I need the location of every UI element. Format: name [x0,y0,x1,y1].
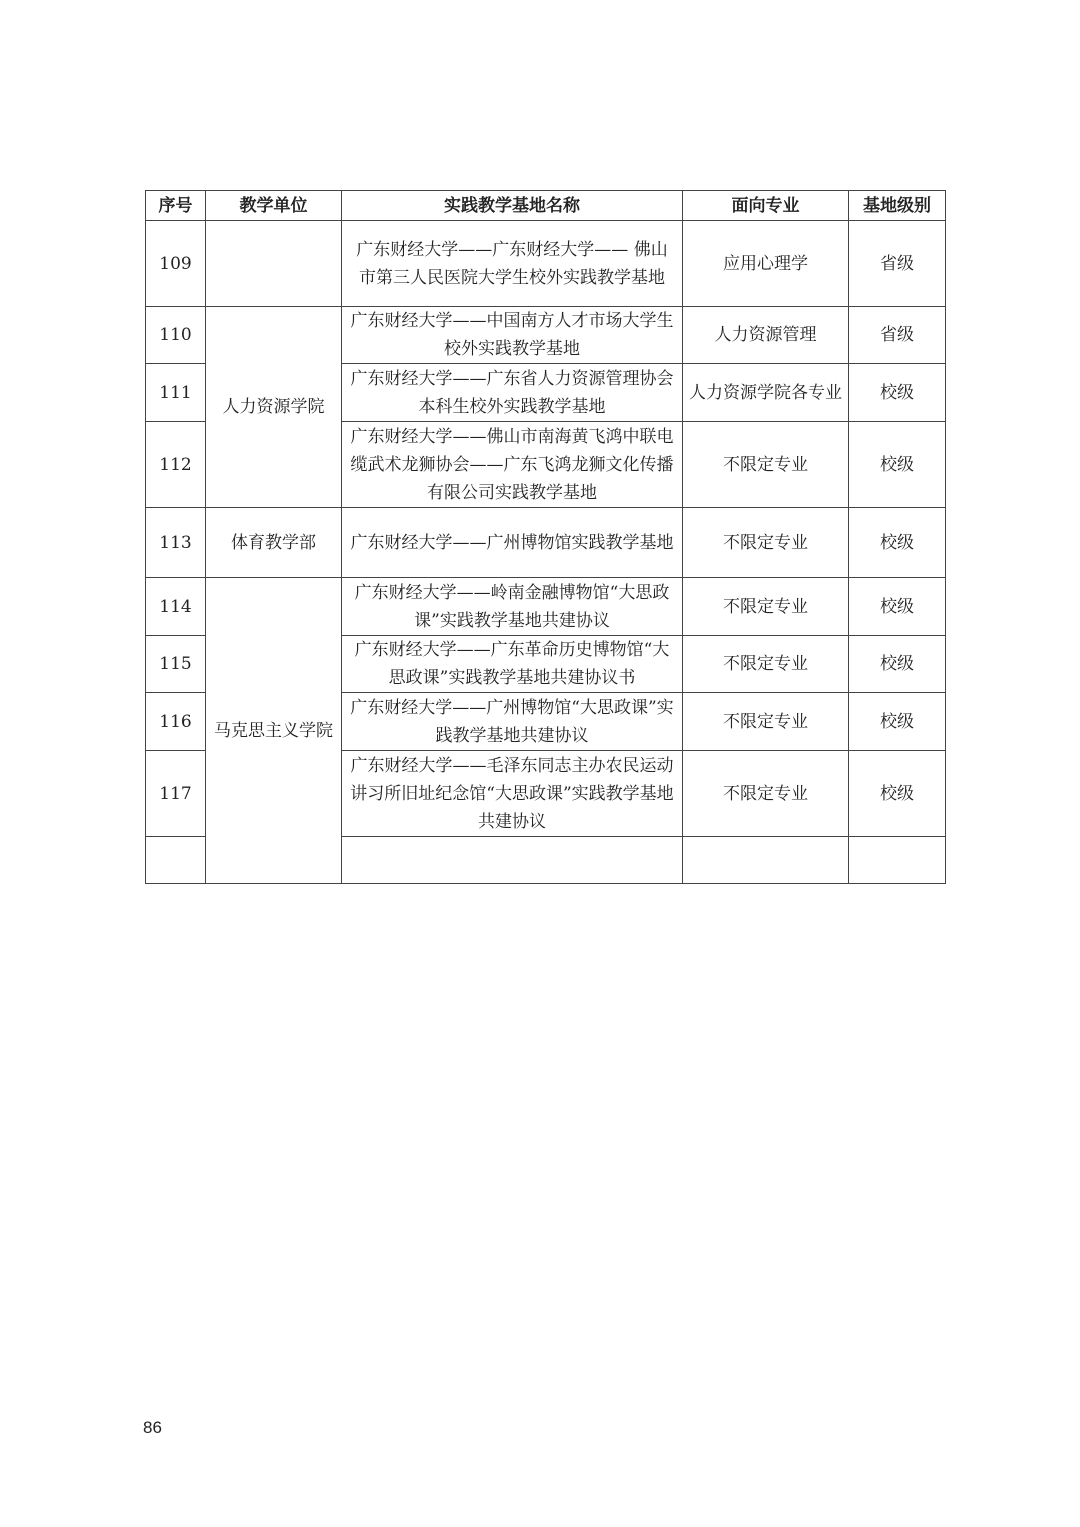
table-row [146,578,946,636]
cell-major: 应用心理学 [683,221,849,307]
cell-level: 校级 [849,751,946,837]
cell-major: 不限定专业 [683,636,849,693]
cell-major: 不限定专业 [683,751,849,837]
cell-major: 不限定专业 [683,508,849,578]
cell-no: 114 [146,578,206,636]
cell-base-name: 广东财经大学——广州博物馆实践教学基地 [342,508,683,578]
cell-base-name: 广东财经大学——佛山市南海黄飞鸿中联电缆武术龙狮协会——广东飞鸿龙狮文化传播有限公司实践教学基地 [342,422,683,508]
cell-no: 109 [146,221,206,307]
cell-major: 不限定专业 [683,578,849,636]
cell-empty [146,837,206,884]
cell-base-name: 广东财经大学——广东财经大学—— 佛山市第三人民医院大学生校外实践教学基地 [342,221,683,307]
cell-base-name: 广东财经大学——毛泽东同志主办农民运动讲习所旧址纪念馆“大思政课”实践教学基地共建协议 [342,751,683,837]
cell-no: 116 [146,693,206,751]
table-row [146,508,946,578]
cell-empty [342,837,683,884]
header-major: 面向专业 [683,191,849,221]
cell-unit-marx: 马克思主义学院 [206,578,342,884]
cell-unit-empty [206,221,342,307]
cell-empty [849,837,946,884]
cell-no: 113 [146,508,206,578]
cell-base-name: 广东财经大学——岭南金融博物馆“大思政课”实践教学基地共建协议 [342,578,683,636]
cell-base-name: 广东财经大学——广东省人力资源管理协会本科生校外实践教学基地 [342,364,683,422]
cell-level: 校级 [849,578,946,636]
cell-unit-pe: 体育教学部 [206,508,342,578]
header-unit: 教学单位 [206,191,342,221]
cell-no: 112 [146,422,206,508]
cell-major: 人力资源学院各专业 [683,364,849,422]
cell-base-name: 广东财经大学——广东革命历史博物馆“大思政课”实践教学基地共建协议书 [342,636,683,693]
cell-level: 省级 [849,221,946,307]
practice-base-table [145,190,946,884]
cell-unit-hr: 人力资源学院 [206,307,342,508]
cell-level: 校级 [849,693,946,751]
cell-base-name: 广东财经大学——广州博物馆“大思政课”实践教学基地共建协议 [342,693,683,751]
cell-major: 人力资源管理 [683,307,849,364]
cell-base-name: 广东财经大学——中国南方人才市场大学生校外实践教学基地 [342,307,683,364]
header-base-name: 实践教学基地名称 [342,191,683,221]
header-no: 序号 [146,191,206,221]
cell-no: 110 [146,307,206,364]
cell-empty [683,837,849,884]
cell-major: 不限定专业 [683,422,849,508]
header-row [146,191,946,221]
cell-no: 111 [146,364,206,422]
page-number: 86 [143,1418,162,1437]
header-level: 基地级别 [849,191,946,221]
cell-no: 117 [146,751,206,837]
cell-level: 校级 [849,422,946,508]
cell-level: 校级 [849,364,946,422]
table-row [146,307,946,364]
table-row [146,221,946,307]
cell-major: 不限定专业 [683,693,849,751]
cell-level: 校级 [849,636,946,693]
cell-no: 115 [146,636,206,693]
cell-level: 校级 [849,508,946,578]
cell-level: 省级 [849,307,946,364]
